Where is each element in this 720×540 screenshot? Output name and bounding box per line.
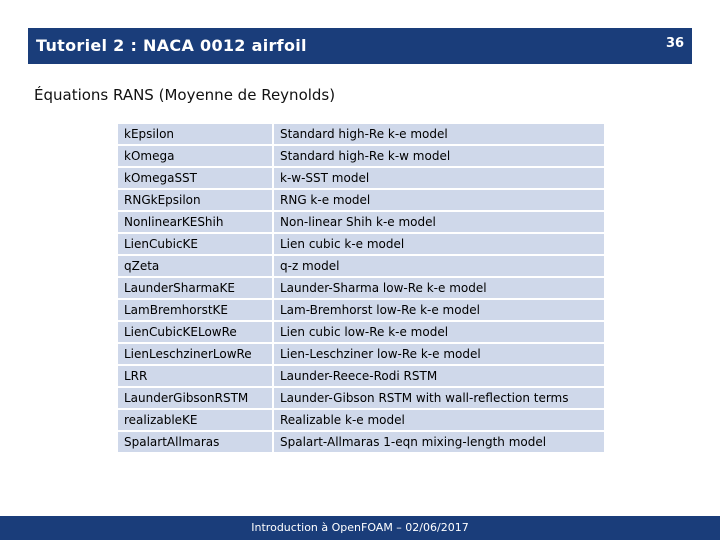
model-name-cell: LRR <box>117 365 273 387</box>
model-name-cell: LamBremhorstKE <box>117 299 273 321</box>
model-name-cell: qZeta <box>117 255 273 277</box>
model-name-cell: LaunderGibsonRSTM <box>117 387 273 409</box>
model-description-cell: Spalart-Allmaras 1-eqn mixing-length model <box>273 431 605 453</box>
model-description-cell: Launder-Sharma low-Re k-e model <box>273 277 605 299</box>
table-row <box>117 189 605 211</box>
model-name-cell: kOmegaSST <box>117 167 273 189</box>
turbulence-model-table <box>116 122 606 454</box>
table-row <box>117 431 605 453</box>
table-row <box>117 167 605 189</box>
table-row <box>117 321 605 343</box>
table-row <box>117 123 605 145</box>
table-row <box>117 387 605 409</box>
table-row <box>117 277 605 299</box>
model-description-cell: Standard high-Re k-w model <box>273 145 605 167</box>
model-name-cell: LienCubicKELowRe <box>117 321 273 343</box>
table-row <box>117 211 605 233</box>
table-row <box>117 343 605 365</box>
model-description-cell: Standard high-Re k-e model <box>273 123 605 145</box>
table-row <box>117 299 605 321</box>
model-description-cell: Lien cubic low-Re k-e model <box>273 321 605 343</box>
model-description-cell: Launder-Gibson RSTM with wall-reflection terms <box>273 387 605 409</box>
footer-text: Introduction à OpenFOAM – 02/06/2017 <box>251 521 469 534</box>
model-description-cell: Non-linear Shih k-e model <box>273 211 605 233</box>
model-name-cell: LienLeschzinerLowRe <box>117 343 273 365</box>
table-row <box>117 233 605 255</box>
model-name-cell: SpalartAllmaras <box>117 431 273 453</box>
model-description-cell: Lien cubic k-e model <box>273 233 605 255</box>
model-description-cell: q-z model <box>273 255 605 277</box>
model-name-cell: LienCubicKE <box>117 233 273 255</box>
model-name-cell: RNGkEpsilon <box>117 189 273 211</box>
table-row <box>117 255 605 277</box>
model-description-cell: k-w-SST model <box>273 167 605 189</box>
table-row <box>117 409 605 431</box>
model-description-cell: RNG k-e model <box>273 189 605 211</box>
table-row <box>117 365 605 387</box>
title-bar <box>28 28 692 64</box>
model-description-cell: Lam-Bremhorst low-Re k-e model <box>273 299 605 321</box>
slide-title: Tutoriel 2 : NACA 0012 airfoil <box>36 36 307 55</box>
model-name-cell: kEpsilon <box>117 123 273 145</box>
model-description-cell: Realizable k-e model <box>273 409 605 431</box>
model-description-cell: Launder-Reece-Rodi RSTM <box>273 365 605 387</box>
footer-bar <box>0 516 720 540</box>
table-row <box>117 145 605 167</box>
section-subtitle: Équations RANS (Moyenne de Reynolds) <box>34 86 336 104</box>
model-name-cell: realizableKE <box>117 409 273 431</box>
model-name-cell: kOmega <box>117 145 273 167</box>
model-name-cell: LaunderSharmaKE <box>117 277 273 299</box>
page-number: 36 <box>666 36 685 51</box>
model-name-cell: NonlinearKEShih <box>117 211 273 233</box>
model-description-cell: Lien-Leschziner low-Re k-e model <box>273 343 605 365</box>
